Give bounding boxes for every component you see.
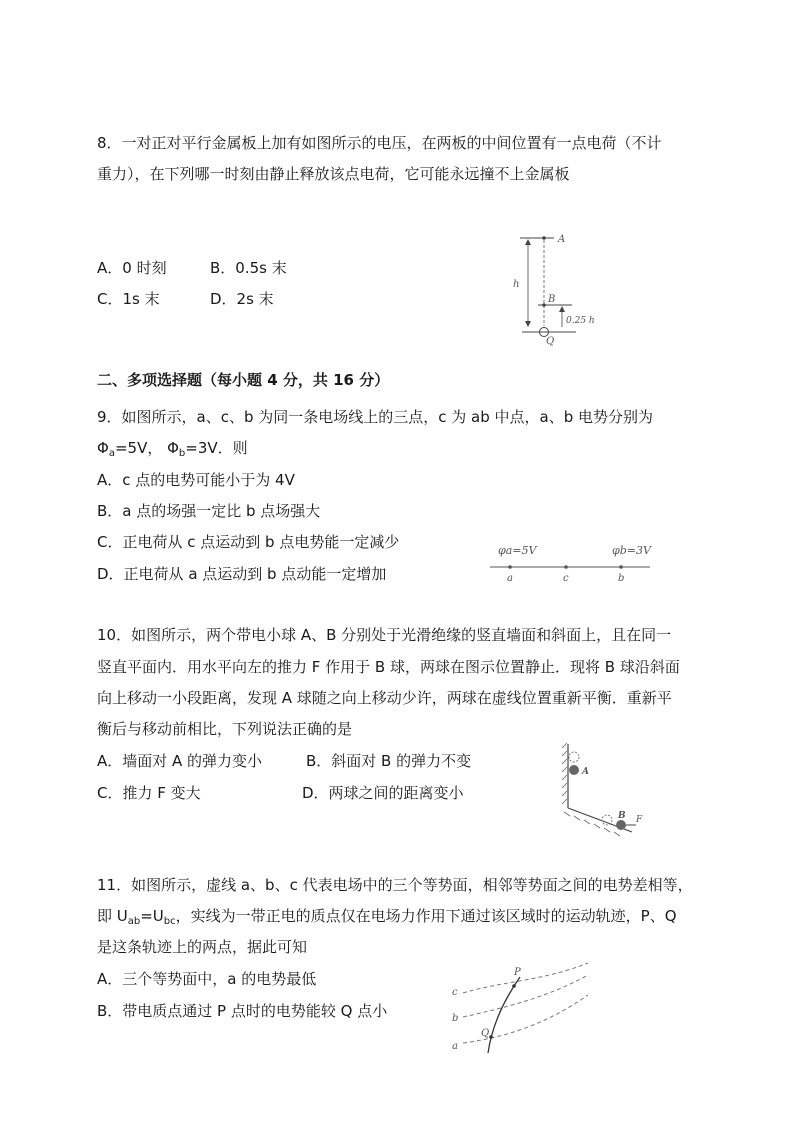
- q8-fig-label-a: A: [558, 234, 566, 245]
- q10-figure: [560, 742, 660, 844]
- q9-line-1: 9．如图所示，a、c、b 为同一条电场线上的三点，c 为 ab 中点，a、b 电势分别为: [97, 408, 654, 426]
- q10-option-b: B．斜面对 B 的弹力不变: [306, 752, 472, 770]
- q9-fig-point-c: c: [563, 573, 569, 584]
- q9-fig-phi-b: φb=3V: [612, 544, 651, 557]
- q9-option-c: C．正电荷从 c 点运动到 b 点电势能一定减少: [97, 533, 400, 551]
- q10-option-d: D．两球之间的距离变小: [302, 784, 464, 802]
- q11-fig-label-p: P: [514, 967, 521, 978]
- q10-fig-label-a: A: [582, 767, 589, 777]
- q9-fig-point-b: b: [618, 573, 625, 584]
- q8-fig-label-b: B: [548, 294, 556, 305]
- q9-option-b: B．a 点的场强一定比 b 点场强大: [97, 502, 321, 520]
- q11-fig-label-c: c: [452, 987, 458, 998]
- q8-figure: [508, 228, 608, 346]
- q9-option-a: A．c 点的电势可能小于为 4V: [97, 471, 295, 489]
- q10-option-a: A．墙面对 A 的弹力变小: [97, 752, 263, 770]
- q10-line-2: 竖直平面内．用水平向左的推力 F 作用于 B 球，两球在图示位置静止．现将 B 球沿斜面: [97, 658, 680, 676]
- q10-option-c: C．推力 F 变大: [97, 784, 201, 802]
- q11-option-b: B．带电质点通过 P 点时的电势能较 Q 点小: [97, 1002, 388, 1020]
- q8-option-a: A．0 时刻: [97, 259, 167, 277]
- section-2-heading: 二、多项选择题（每小题 4 分，共 16 分）: [97, 371, 390, 389]
- q11-fig-label-b: b: [452, 1013, 459, 1024]
- q8-fig-label-025h: 0.25 h: [566, 316, 595, 326]
- q8-line-1: 8．一对正对平行金属板上加有如图所示的电压，在两板的中间位置有一点电荷（不计: [97, 134, 662, 152]
- q8-option-d: D．2s 末: [210, 290, 274, 308]
- q9-line-2: $\Phi_a=5V$， $\Phi_b=3V$．则: [97, 439, 248, 459]
- q10-fig-label-f: F: [636, 815, 643, 825]
- q11-line-3: 是这条轨迹上的两点，据此可知: [97, 938, 308, 956]
- q8-line-2: 重力），在下列哪一时刻由静止释放该点电荷，它可能永远撞不上金属板: [97, 165, 570, 183]
- q9-figure: [490, 538, 655, 586]
- q9-fig-phi-a: φa=5V: [498, 544, 537, 557]
- q11-fig-label-q: Q: [481, 1028, 490, 1039]
- q11-option-a: A．三个等势面中，a 的电势最低: [97, 970, 317, 988]
- q11-figure: [448, 955, 593, 1058]
- q8-fig-label-q: Q: [546, 336, 555, 346]
- q10-fig-label-b: B: [618, 811, 626, 821]
- q11-line-2: 即 $U_{ab}=U_{bc}$，实线为一带正电的质点仅在电场力作用下通过该区域时的运动轨迹，P、Q: [97, 907, 677, 927]
- q8-option-c: C．1s 末: [97, 290, 160, 308]
- q9-fig-point-a: a: [507, 573, 513, 584]
- q10-line-3: 向上移动一小段距离，发现 A 球随之向上移动少许，两球在虚线位置重新平衡．重新平: [97, 689, 672, 707]
- q10-line-1: 10．如图所示，两个带电小球 A、B 分别处于光滑绝缘的竖直墙面和斜面上，且在同一: [97, 626, 672, 644]
- q11-fig-label-a: a: [452, 1041, 458, 1052]
- q11-line-1: 11．如图所示，虚线 a、b、c 代表电场中的三个等势面，相邻等势面之间的电势差相等，: [97, 876, 693, 894]
- q10-line-4: 衡后与移动前相比，下列说法正确的是: [97, 720, 353, 738]
- q9-option-d: D．正电荷从 a 点运动到 b 点动能一定增加: [97, 565, 387, 583]
- q8-fig-label-h: h: [513, 279, 520, 290]
- q8-option-b: B．0.5s 末: [210, 259, 287, 277]
